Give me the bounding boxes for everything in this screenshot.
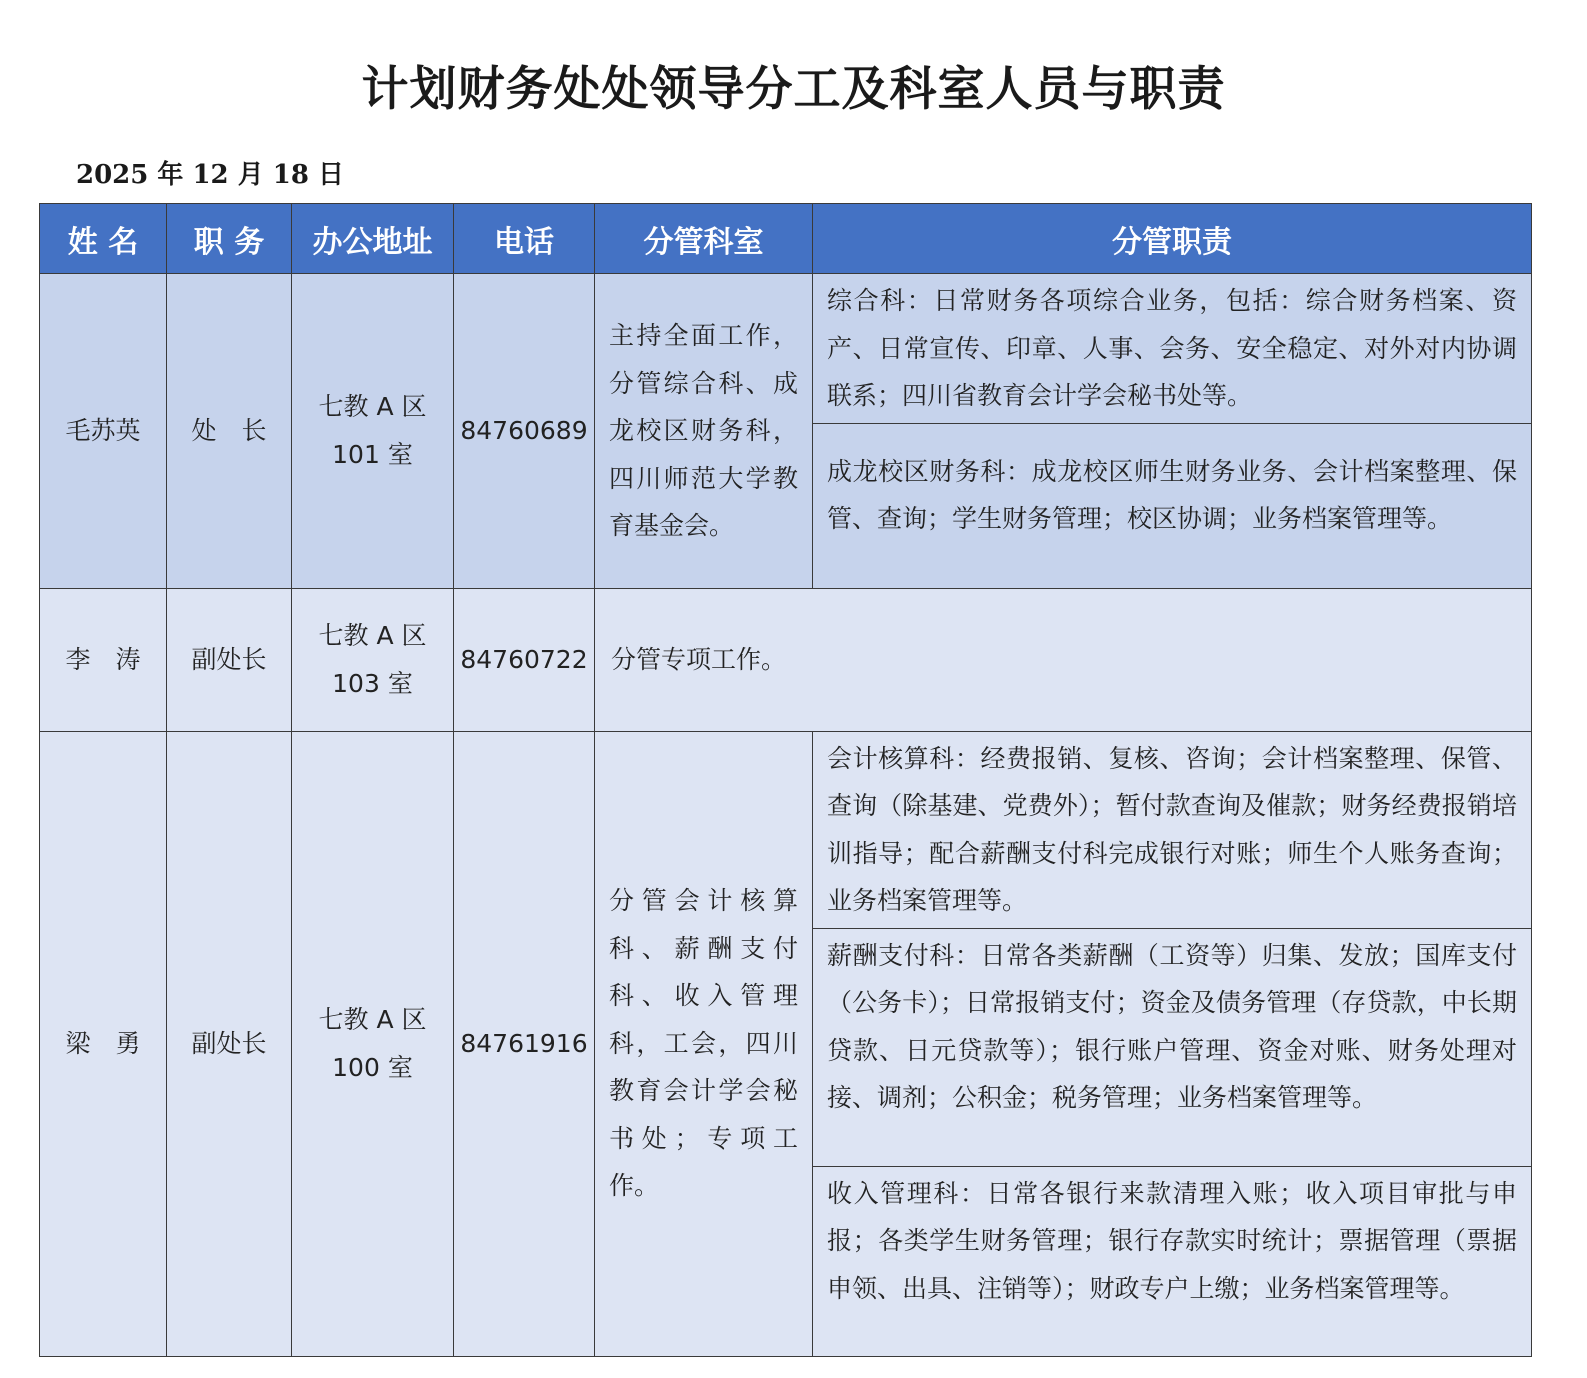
header-phone: 电话 — [454, 204, 595, 274]
table-header-row — [40, 204, 1532, 274]
cell-departments: 分管会计核算科、薪酬支付科、收入管理科，工会，四川教育会计学会秘书处；专项工作。 — [595, 731, 813, 1356]
header-office: 办公地址 — [292, 204, 454, 274]
header-departments: 分管科室 — [595, 204, 813, 274]
document-date: 2025 年 12 月 18 日 — [76, 160, 344, 190]
table-row — [40, 731, 1532, 928]
table-row — [40, 274, 1532, 424]
cell-duty: 会计核算科：经费报销、复核、咨询；会计档案整理、保管、查询（除基建、党费外）；暂付款查询及催款；财务经费报销培训指导；配合薪酬支付科完成银行对账；师生个人账务查询；业务档案管理等。 — [813, 731, 1532, 928]
cell-phone: 84760722 — [454, 588, 595, 731]
cell-duty: 综合科：日常财务各项综合业务，包括：综合财务档案、资产、日常宣传、印章、人事、会务、安全稳定、对外对内协调联系；四川省教育会计学会秘书处等。 — [813, 274, 1532, 424]
cell-name: 梁 勇 — [40, 731, 167, 1356]
cell-office — [292, 588, 454, 731]
cell-position: 副处长 — [167, 731, 292, 1356]
cell-position: 处 长 — [167, 274, 292, 589]
cell-office — [292, 274, 454, 589]
cell-office — [292, 731, 454, 1356]
cell-phone: 84760689 — [454, 274, 595, 589]
cell-phone: 84761916 — [454, 731, 595, 1356]
header-position: 职 务 — [167, 204, 292, 274]
office-line: 七教 A 区 — [318, 1005, 427, 1034]
header-duties: 分管职责 — [813, 204, 1532, 274]
cell-position: 副处长 — [167, 588, 292, 731]
cell-name: 李 涛 — [40, 588, 167, 731]
cell-duty: 薪酬支付科：日常各类薪酬（工资等）归集、发放；国库支付（公务卡）；日常报销支付；资金及债务管理（存贷款，中长期贷款、日元贷款等）；银行账户管理、资金对账、财务处理对接、调剂；公积金；税务管理；业务档案管理等。 — [813, 928, 1532, 1166]
header-name: 姓 名 — [40, 204, 167, 274]
cell-name: 毛苏英 — [40, 274, 167, 589]
cell-departments: 分管专项工作。 — [595, 588, 1532, 731]
cell-duty: 成龙校区财务科：成龙校区师生财务业务、会计档案整理、保管、查询；学生财务管理；校区协调；业务档案管理等。 — [813, 423, 1532, 588]
office-line: 七教 A 区 — [318, 392, 427, 422]
cell-duty: 收入管理科：日常各银行来款清理入账；收入项目审批与申报；各类学生财务管理；银行存款实时统计；票据管理（票据申领、出具、注销等）；财政专户上缴；业务档案管理等。 — [813, 1166, 1532, 1356]
office-line: 100 室 — [332, 1052, 413, 1082]
office-line: 103 室 — [332, 668, 413, 698]
page-title: 计划财务处处领导分工及科室人员与职责 — [361, 62, 1226, 117]
office-line: 七教 A 区 — [318, 621, 427, 650]
table-row — [40, 588, 1532, 731]
cell-departments: 主持全面工作，分管综合科、成龙校区财务科，四川师范大学教育基金会。 — [595, 274, 813, 589]
leadership-table — [39, 203, 1532, 1357]
office-line: 101 室 — [332, 439, 413, 469]
